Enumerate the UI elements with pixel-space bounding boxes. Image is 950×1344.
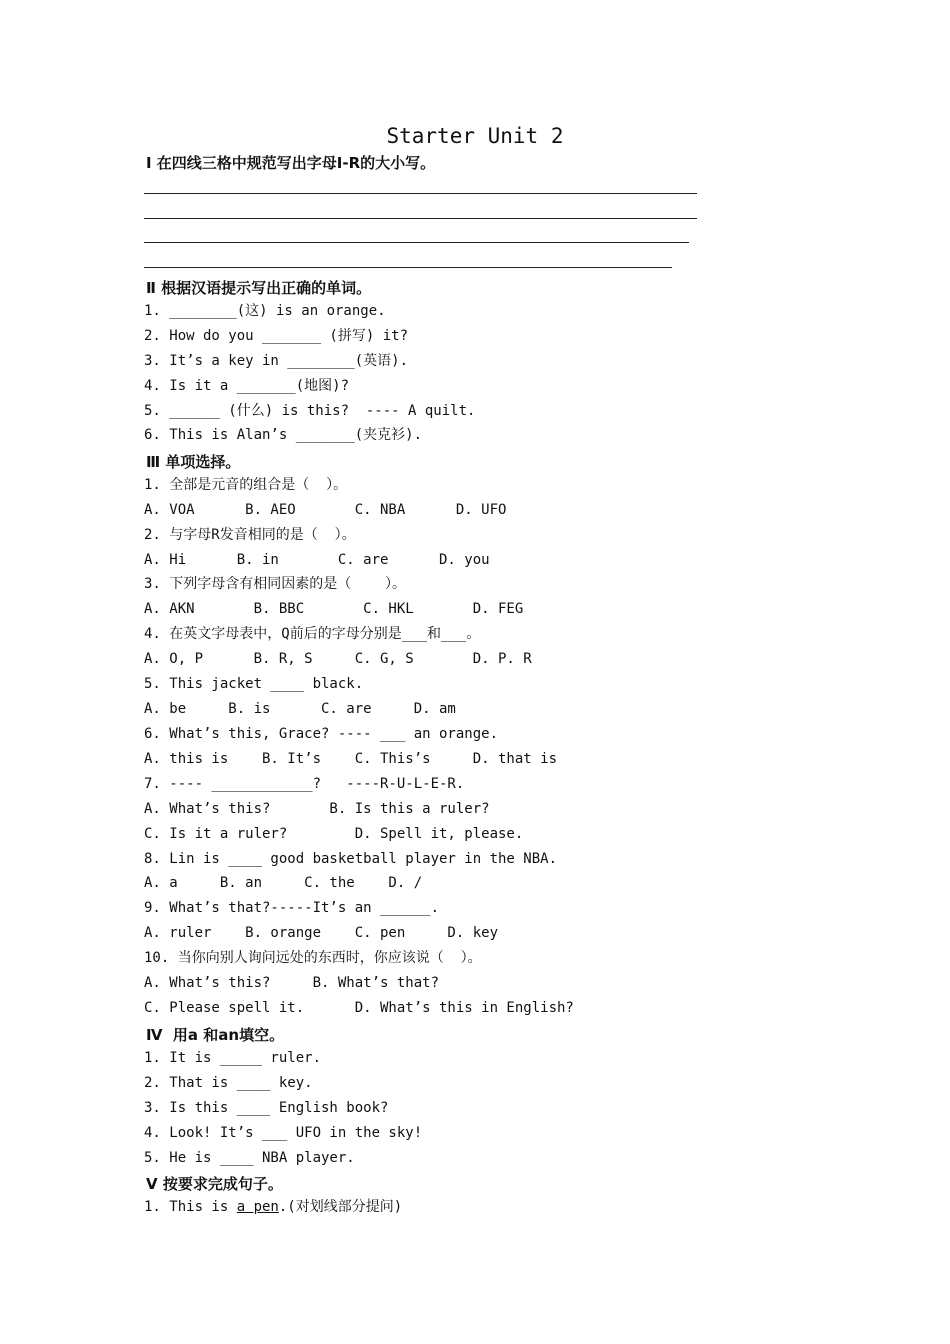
option-line: C. Is it a ruler? D. Spell it, please. <box>144 826 524 842</box>
section-heading-2: Ⅱ 根据汉语提示写出正确的单词。 <box>146 279 372 297</box>
option-line: A. ruler B. orange C. pen D. key <box>144 925 499 941</box>
writing-line <box>144 242 689 243</box>
question-line: 5. ______ (什么) is this? ---- A quilt. <box>144 403 476 419</box>
question-line: 6. What’s this, Grace? ---- ___ an orange. <box>144 726 499 742</box>
question-line: 7. ---- ____________? ----R-U-L-E-R. <box>144 776 465 792</box>
question-line: 2. How do you _______ (拼写) it? <box>144 328 409 344</box>
writing-line <box>144 193 697 194</box>
question-line: 3. 下列字母含有相同因素的是（ ）。 <box>144 576 407 592</box>
question-line: 9. What’s that?-----It’s an ______. <box>144 900 440 916</box>
underlined-phrase: a pen <box>236 1199 279 1215</box>
option-line: A. a B. an C. the D. / <box>144 875 423 891</box>
option-line: A. VOA B. AEO C. NBA D. UFO <box>144 502 507 518</box>
option-line: C. Please spell it. D. What’s this in English? <box>144 1000 574 1016</box>
option-line: A. AKN B. BBC C. HKL D. FEG <box>144 601 524 617</box>
page-title: Starter Unit 2 <box>386 124 564 148</box>
question-line: 2. That is ____ key. <box>144 1075 313 1091</box>
question-line: 10. 当你向别人询问远处的东西时，你应该说（ ）。 <box>144 950 482 966</box>
option-line: A. this is B. It’s C. This’s D. that is <box>144 751 558 767</box>
option-line: A. O, P B. R, S C. G, S D. P. R <box>144 651 532 667</box>
question-prefix: 1. This is <box>144 1199 237 1215</box>
section-heading-4: Ⅳ 用a 和an填空。 <box>146 1026 285 1044</box>
section-heading-3: Ⅲ 单项选择。 <box>146 453 241 471</box>
question-line: 6. This is Alan’s _______(夹克衫). <box>144 427 423 443</box>
question-line: 5. This jacket ____ black. <box>144 676 364 692</box>
option-line: A. What’s this? B. What’s that? <box>144 975 440 991</box>
question-line <box>144 1198 402 1216</box>
question-line: 1. ________(这) is an orange. <box>144 303 386 319</box>
question-line: 3. Is this ____ English book? <box>144 1100 389 1116</box>
option-line: A. be B. is C. are D. am <box>144 701 456 717</box>
section-heading-1: Ⅰ 在四线三格中规范写出字母I-R的大小写。 <box>146 154 436 172</box>
writing-line <box>144 218 697 219</box>
question-line: 5. He is ____ NBA player. <box>144 1150 355 1166</box>
option-line: A. What’s this? B. Is this a ruler? <box>144 801 490 817</box>
question-line: 8. Lin is ____ good basketball player in the NBA. <box>144 851 558 867</box>
section-heading-5: Ⅴ 按要求完成句子。 <box>146 1175 283 1193</box>
question-line: 4. 在英文字母表中，Q前后的字母分别是___和___。 <box>144 626 481 642</box>
question-suffix: .(对划线部分提问) <box>278 1199 403 1215</box>
question-line: 4. Is it a _______(地图)? <box>144 378 350 394</box>
option-line: A. Hi B. in C. are D. you <box>144 552 490 568</box>
question-line: 1. 全部是元音的组合是（ ）。 <box>144 477 348 493</box>
writing-line <box>144 267 672 268</box>
question-line: 4. Look! It’s ___ UFO in the sky! <box>144 1125 423 1141</box>
question-line: 1. It is _____ ruler. <box>144 1050 322 1066</box>
question-line: 2. 与字母R发音相同的是（ ）。 <box>144 527 356 543</box>
question-line: 3. It’s a key in ________(英语). <box>144 353 409 369</box>
